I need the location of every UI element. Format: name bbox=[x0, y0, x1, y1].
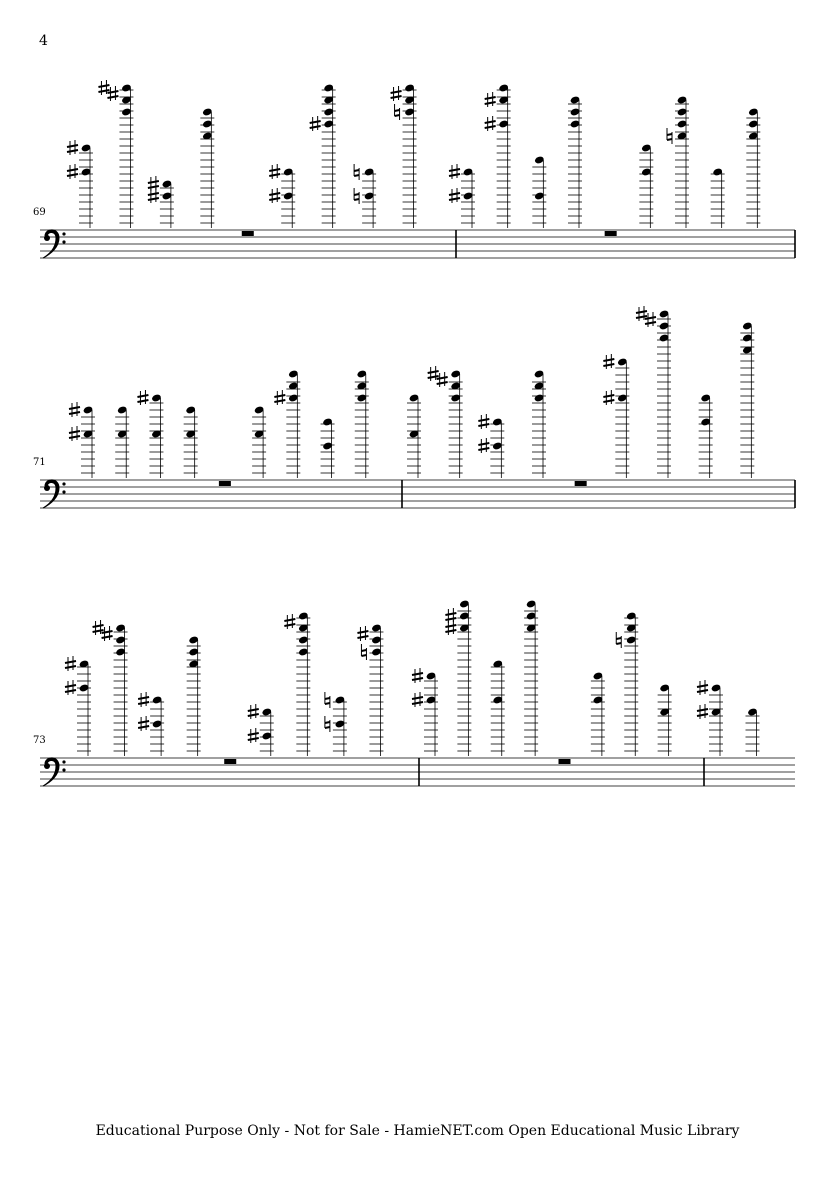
staff-system bbox=[40, 80, 795, 258]
page-number: 4 bbox=[39, 33, 48, 49]
chord bbox=[485, 83, 511, 228]
chord bbox=[746, 107, 760, 228]
rest bbox=[224, 759, 236, 764]
rest bbox=[575, 481, 587, 486]
chord bbox=[65, 656, 91, 756]
chord bbox=[148, 176, 174, 228]
chord bbox=[184, 405, 198, 478]
chord bbox=[274, 369, 300, 478]
chord bbox=[137, 390, 163, 478]
chord bbox=[667, 95, 689, 228]
measure-number: 71 bbox=[33, 457, 46, 468]
chord bbox=[138, 692, 164, 756]
chord bbox=[325, 692, 347, 756]
chord bbox=[616, 611, 638, 756]
rest bbox=[219, 481, 231, 486]
chord bbox=[603, 354, 629, 478]
rest bbox=[605, 231, 617, 236]
chord bbox=[391, 83, 417, 228]
chord bbox=[355, 369, 369, 478]
chord bbox=[248, 704, 274, 756]
chord bbox=[269, 164, 295, 228]
rest bbox=[559, 759, 571, 764]
chord bbox=[412, 668, 438, 756]
chord bbox=[310, 83, 336, 228]
chord bbox=[354, 164, 376, 228]
chord bbox=[491, 659, 505, 756]
rest bbox=[242, 231, 254, 236]
chord bbox=[98, 80, 133, 228]
chord bbox=[697, 680, 723, 756]
chord bbox=[357, 623, 383, 756]
chord bbox=[658, 683, 672, 756]
chord bbox=[200, 107, 214, 228]
chord bbox=[711, 167, 725, 228]
chord bbox=[568, 95, 582, 228]
chord bbox=[591, 671, 605, 756]
chord bbox=[321, 417, 335, 478]
chord bbox=[187, 635, 201, 756]
chord bbox=[69, 402, 95, 478]
footer-notice: Educational Purpose Only - Not for Sale - HamieNET.com Open Educational Music Library bbox=[95, 1123, 740, 1139]
chord bbox=[428, 366, 463, 478]
chord bbox=[636, 306, 671, 478]
chord bbox=[115, 405, 129, 478]
chord bbox=[67, 140, 93, 228]
chord bbox=[524, 599, 538, 756]
measure-number: 73 bbox=[33, 735, 46, 746]
chord bbox=[699, 393, 713, 478]
chord bbox=[93, 620, 128, 756]
chord bbox=[407, 393, 421, 478]
chord bbox=[639, 143, 653, 228]
chord bbox=[252, 405, 266, 478]
chord bbox=[445, 599, 471, 756]
chord bbox=[449, 164, 475, 228]
chord bbox=[284, 611, 310, 756]
chord bbox=[532, 369, 546, 478]
measure-number: 69 bbox=[33, 207, 46, 218]
chord bbox=[532, 155, 546, 228]
staff-system bbox=[40, 306, 795, 508]
chord bbox=[746, 707, 760, 756]
staff-system bbox=[40, 599, 795, 786]
chord bbox=[478, 414, 504, 478]
chord bbox=[740, 321, 754, 478]
